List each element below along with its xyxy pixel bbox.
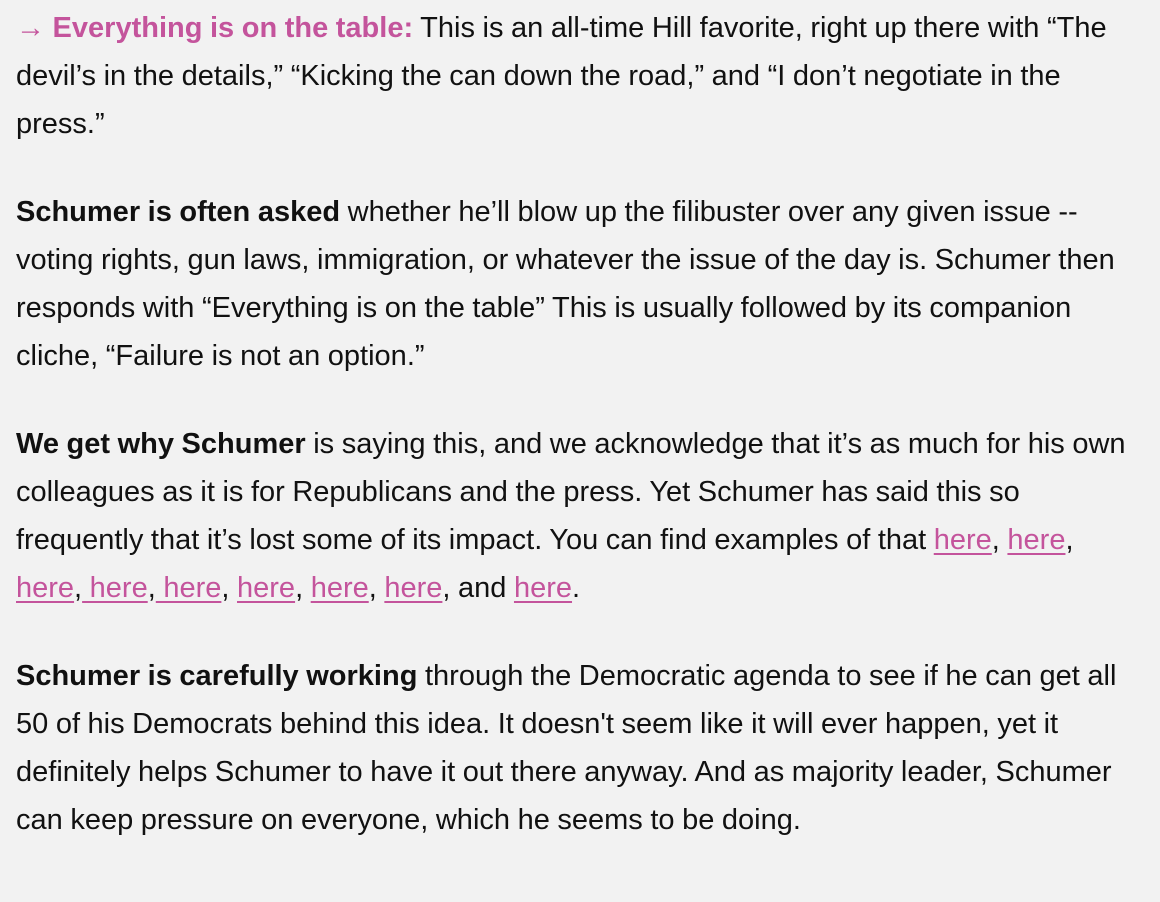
link-separator: , [295,572,311,604]
paragraph-text: whether he’ll blow up the filibuster over any given issue -- voting rights, gun laws, immigration, or whatever the issue of the day is. Schumer then responds with “Everything is on the table” This is usually followed by its companion cliche, “Failure is not an option.” [16,196,1115,372]
paragraph-schumer-asked [16,188,1142,380]
paragraph-text: This is an all-time Hill favorite, right up there with “The devil’s in the details,” “Kicking the can down the road,” and “I don’t negotiate in the press.” [16,12,1107,140]
example-link-2[interactable]: here [1007,524,1066,556]
paragraph-text: through the Democratic agenda to see if he can get all 50 of his Democrats behind this idea. It doesn't seem like it will ever happen, yet it definitely helps Schumer to have it out there anyway. And as majority leader, Schumer can keep pressure on everyone, which he seems to be doing. [16,660,1117,836]
bold-lead-in: Schumer is carefully working [16,660,418,692]
link-separator: , [74,572,83,604]
example-link-6[interactable]: here [237,572,296,604]
link-separator: , and [442,572,514,604]
link-separator: , [991,524,1008,556]
paragraph-carefully-working [16,652,1142,844]
link-separator: , [147,572,156,604]
example-link-4[interactable]: here [82,572,148,604]
link-separator: , [221,572,238,604]
link-separator: , [368,572,385,604]
example-link-8[interactable]: here [384,572,443,604]
example-link-3[interactable]: here [16,572,75,604]
section-heading: → Everything is on the table: [16,12,414,44]
example-link-9[interactable]: here [513,572,573,604]
bold-lead-in: Schumer is often asked [16,196,341,228]
paragraph-everything-on-table [16,4,1142,148]
example-link-7[interactable]: here [310,572,369,604]
example-link-1[interactable]: here [933,524,992,556]
bold-lead-in: We get why Schumer [16,428,306,460]
link-separator: , [1065,524,1074,556]
paragraph-why-schumer [16,420,1142,612]
paragraph-text: is saying this, and we acknowledge that it’s as much for his own colleagues as it is for Republicans and the press. Yet Schumer has said this so frequently that it’s lost some of its impact. You can find examples of that [16,428,1126,556]
link-separator: . [572,572,581,604]
example-link-5[interactable]: here [155,572,222,604]
